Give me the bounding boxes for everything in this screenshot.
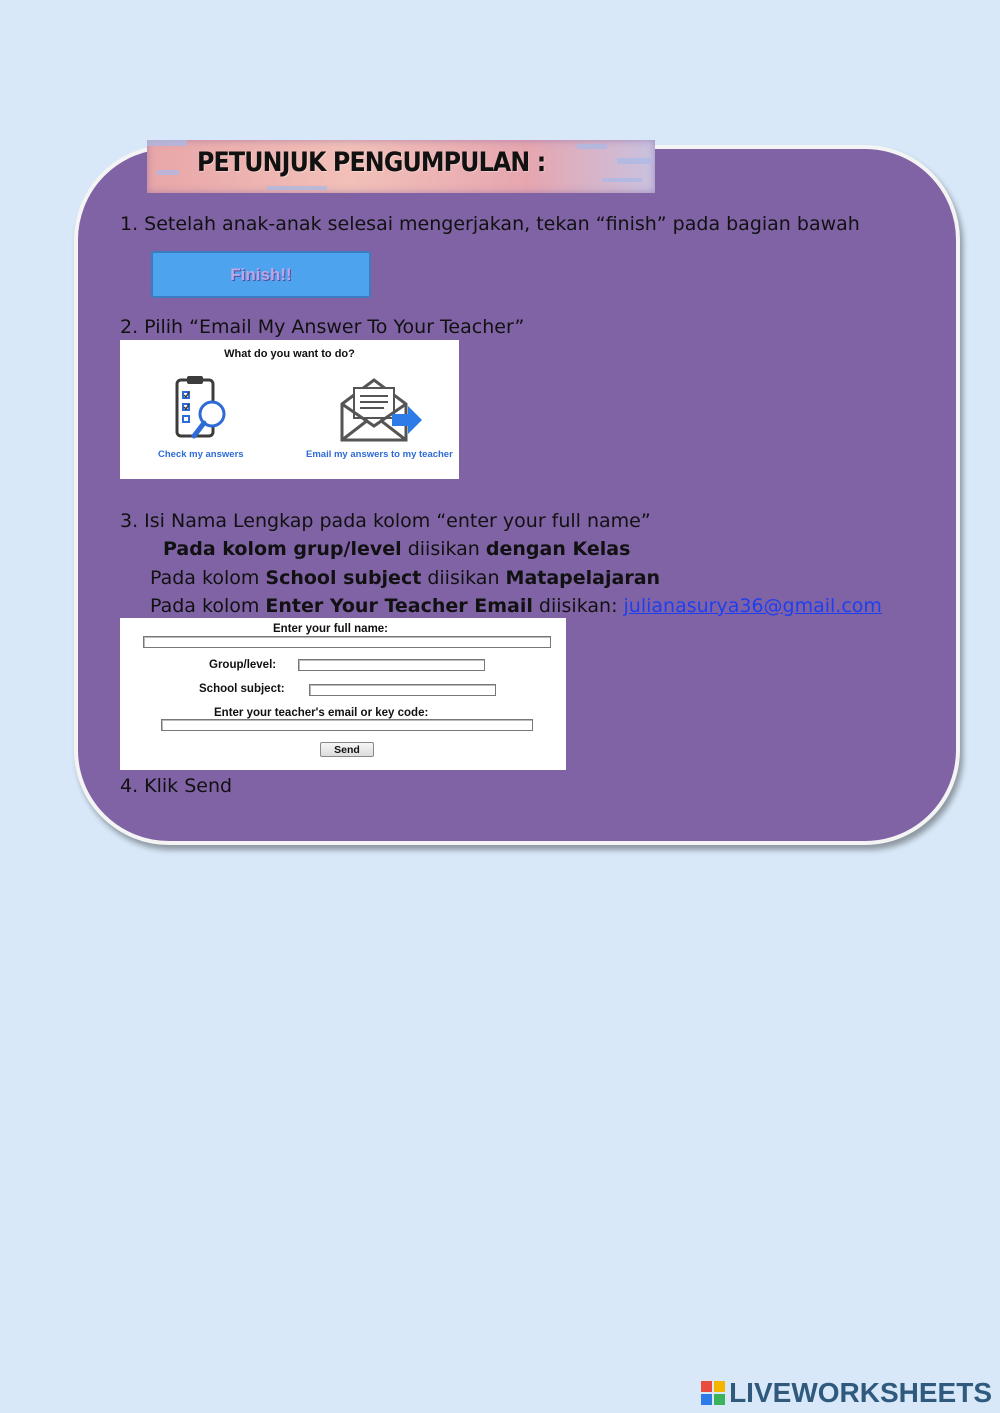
choice-question: What do you want to do? [224,348,355,360]
email-envelope-icon [334,374,426,444]
step-3-email-instruction [150,595,882,617]
group-value: dengan Kelas [485,538,631,560]
school-subject-label: School subject: [199,683,285,695]
liveworksheets-logo-icon [701,1381,725,1405]
step-3-group-instruction [163,538,630,560]
step-3-subject-instruction [150,567,660,589]
title-banner [147,140,655,193]
step-1-text: 1. Setelah anak-anak selesai mengerjakan, tekan “finish” pada bagian bawah [120,213,860,235]
group-field-name: Pada kolom grup/level [163,538,402,560]
email-prefix: Pada kolom [150,595,266,617]
email-verb: diisikan: [532,595,624,617]
step-3-text: 3. Isi Nama Lengkap pada kolom “enter your full name” [120,510,651,532]
send-button-example: Send [320,742,374,757]
brand-logo [701,1377,992,1409]
choice-dialog-image [120,340,459,479]
teacher-email-label: Enter your teacher's email or key code: [214,707,429,719]
step-2-text: 2. Pilih “Email My Answer To Your Teacher” [120,316,525,338]
option-email-teacher: Email my answers to my teacher [306,449,453,460]
group-level-label: Group/level: [209,659,277,671]
finish-button-example: Finish!! [151,251,371,298]
full-name-input [143,636,551,648]
option-check-answers: Check my answers [158,449,244,460]
subject-value: Matapelajaran [505,567,661,589]
full-name-label: Enter your full name: [273,623,389,635]
group-level-input [298,659,485,671]
email-field-name: Enter Your Teacher Email [265,595,533,617]
brand-name: LIVEWORKSHEETS [729,1377,992,1408]
teacher-email-link[interactable]: julianasurya36@gmail.com [623,595,882,617]
school-subject-input [309,684,496,696]
page-title: PETUNJUK PENGUMPULAN : [197,147,546,178]
clipboard-magnifier-icon [172,374,234,444]
teacher-email-input [161,719,533,731]
subject-prefix: Pada kolom [150,567,266,589]
subject-field-name: School subject [265,567,422,589]
step-4-text: 4. Klik Send [120,775,233,797]
subject-verb: diisikan [421,567,506,589]
group-verb: diisikan [401,538,486,560]
